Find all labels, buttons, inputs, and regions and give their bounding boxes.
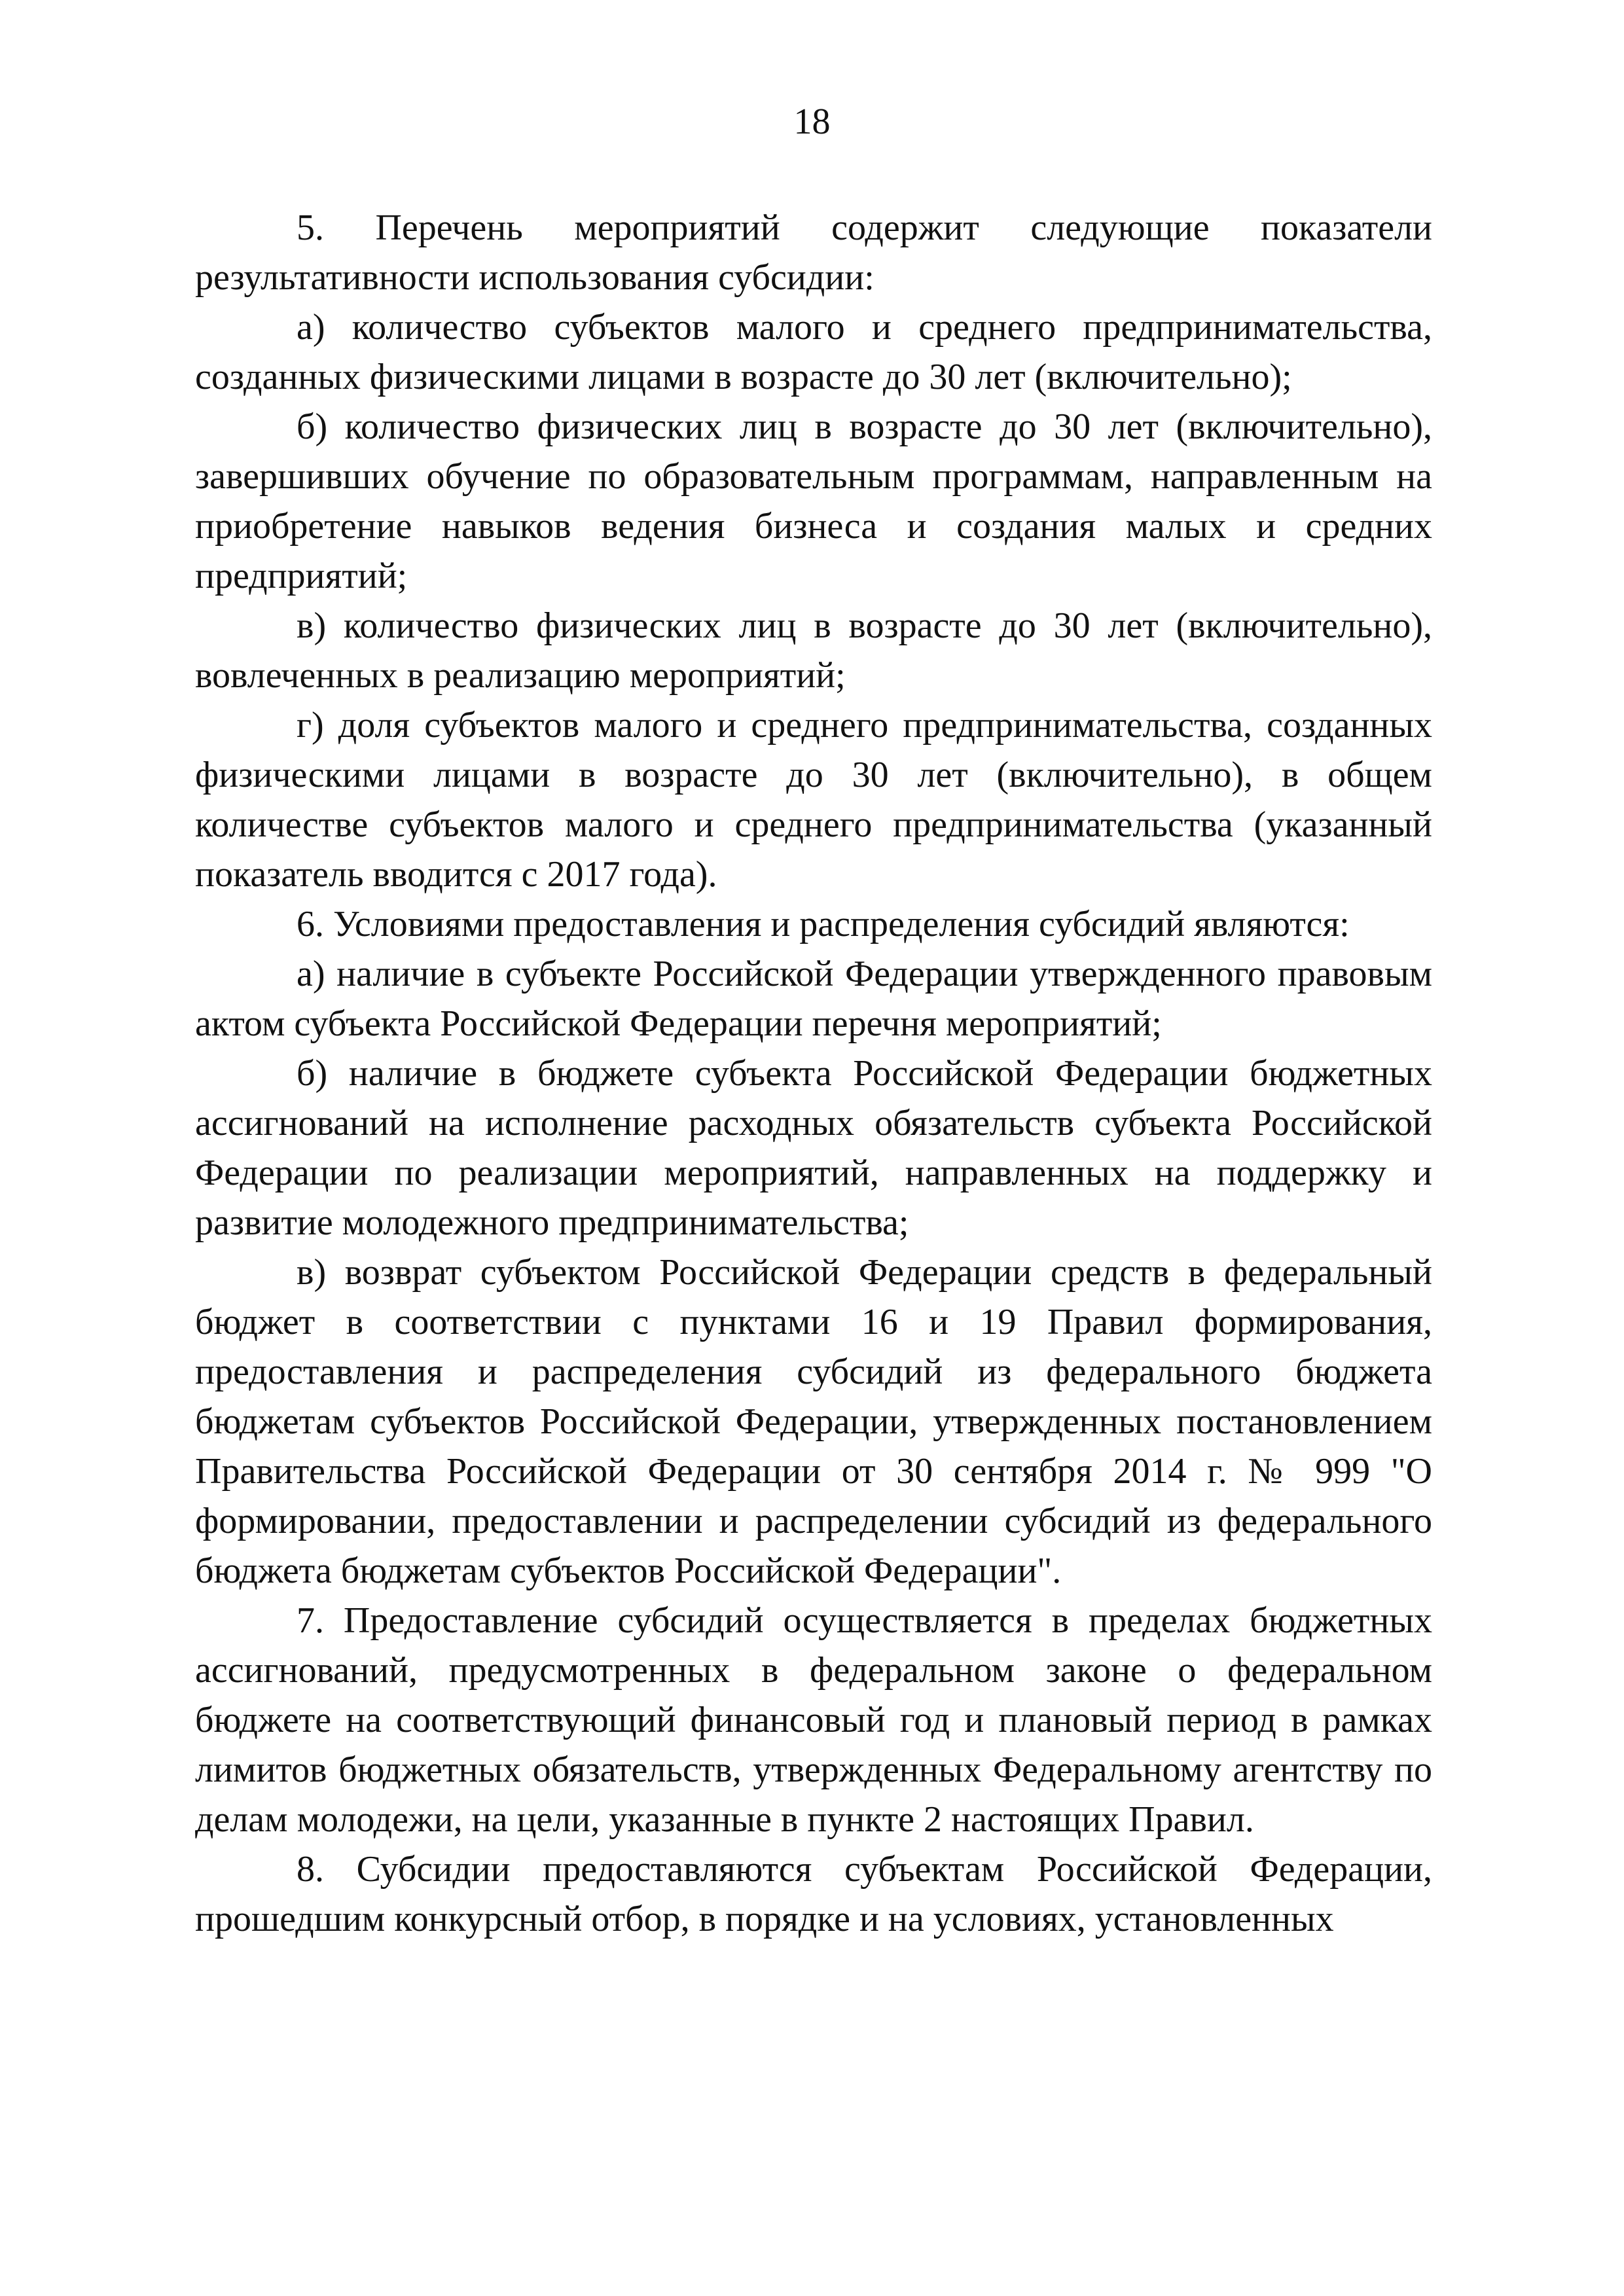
paragraph-6a: а) наличие в субъекте Российской Федерации утвержденного правовым актом субъекта Российской Федерации перечня мероприятий; — [195, 954, 1432, 1044]
paragraph-7: 7. Предоставление субсидий осуществляется в пределах бюджетных ассигнований, предусмотренных в федеральном законе о федеральном бюджете на соответствующий финансовый год и плановый период в рамках лимитов бюджетных обязательств, утвержденных Федеральному агентству по делам молодежи, на цели, указанные в пункте 2 настоящих Правил. — [195, 1600, 1432, 1840]
page-number: 18 — [793, 101, 831, 142]
paragraph-8: 8. Субсидии предоставляются субъектам Российской Федерации, прошедшим конкурсный отбор, в порядке и на условиях, установленных — [195, 1849, 1432, 1939]
paragraph-6b: б) наличие в бюджете субъекта Российской Федерации бюджетных ассигнований на исполнение расходных обязательств субъекта Российской Федерации по реализации мероприятий, направленных на поддержку и развитие молодежного предпринимательства; — [195, 1053, 1432, 1243]
paragraph-5: 5. Перечень мероприятий содержит следующие показатели результативности использования субсидии: — [195, 207, 1432, 298]
paragraph-6: 6. Условиями предоставления и распределения субсидий являются: — [297, 904, 1350, 944]
paragraph-6v: в) возврат субъектом Российской Федерации средств в федеральный бюджет в соответствии с пунктами 16 и 19 Правил формирования, предоставления и распределения субсидий из федерального бюджета бюджетам субъектов Российской Федерации, утвержденных постановлением Правительства Российской Федерации от 30 сентября 2014 г. № 999 "О формировании, предоставлении и распределении субсидий из федерального бюджета бюджетам субъектов Российской Федерации". — [195, 1252, 1432, 1591]
paragraph-5v: в) количество физических лиц в возрасте до 30 лет (включительно), вовлеченных в реализацию мероприятий; — [195, 605, 1432, 696]
document-body — [195, 203, 1432, 1944]
paragraph-5g: г) доля субъектов малого и среднего предпринимательства, созданных физическими лицами в возрасте до 30 лет (включительно), в общем количестве субъектов малого и среднего предпринимательства (указанный показатель вводится с 2017 года). — [195, 705, 1432, 895]
paragraph-5a: а) количество субъектов малого и среднего предпринимательства, созданных физическими лицами в возрасте до 30 лет (включительно); — [195, 307, 1432, 397]
paragraph-5b: б) количество физических лиц в возрасте до 30 лет (включительно), завершивших обучение по образовательным программам, направленным на приобретение навыков ведения бизнеса и создания малых и средних предприятий; — [195, 406, 1432, 596]
